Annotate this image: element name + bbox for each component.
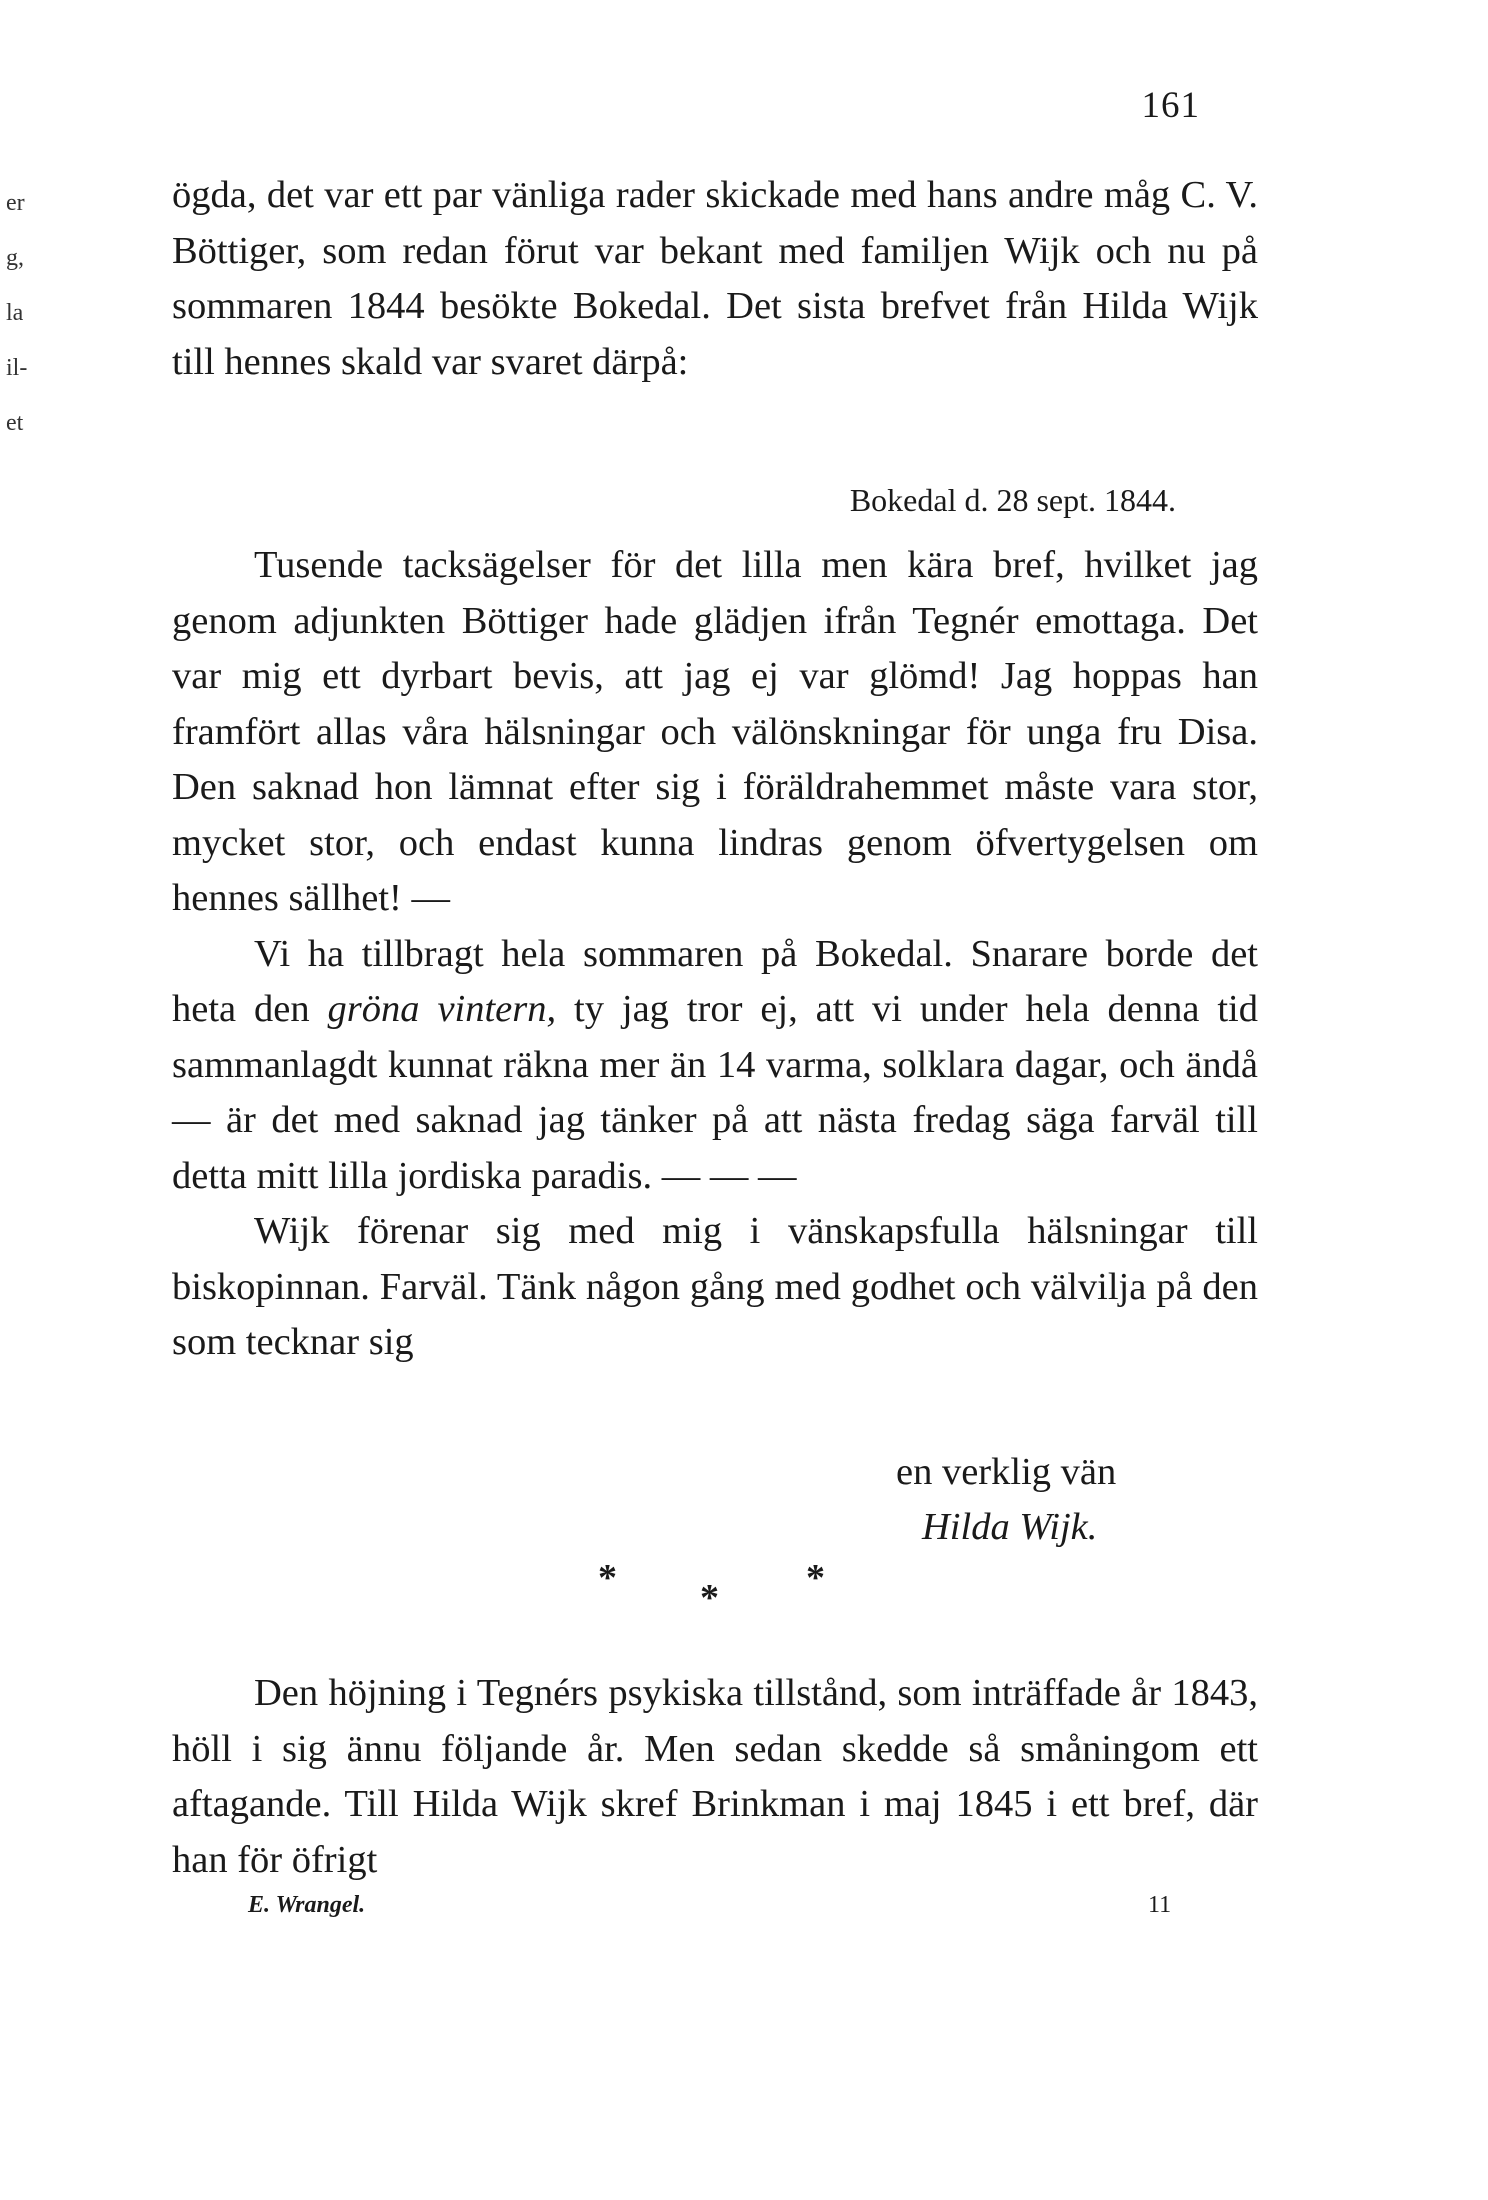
- letter-paragraph-2: [172, 927, 1258, 1205]
- margin-fragments: [6, 176, 27, 451]
- paragraph-text: ty jag tror ej, att vi under hela denna tid sammanlagdt kunnat räkna mer än 14 varma, solklara dagar, och ändå — är det med saknad jag tänker på att nästa fredag säga farväl till detta mitt lilla jordiska paradis. — — —: [172, 988, 1258, 1197]
- footer-author: E. Wrangel.: [248, 1892, 366, 1918]
- letter-signature: Hilda Wijk.: [922, 1506, 1098, 1548]
- margin-fragment: la: [6, 300, 24, 326]
- letter-closing: en verklig vän: [896, 1451, 1117, 1493]
- letter-paragraph-1: Tusende tacksägelser för det lilla men kära bref, hvilket jag genom adjunkten Böttiger hade glädjen ifrån Tegnér emottaga. Det var mig ett dyrbart bevis, att jag ej var glömd! Jag hoppas han framfört allas våra hälsningar och välönskningar för unga fru Disa. Den saknad hon lämnat efter sig i föräldrahemmet måste vara stor, mycket stor, och endast kunna lindras genom öfvertygelsen om hennes sällhet! —: [172, 544, 1258, 919]
- margin-fragment: et: [6, 410, 24, 436]
- section-separator-asterisk: *: [598, 1557, 617, 1599]
- page-number: 161: [1141, 85, 1200, 126]
- opening-paragraph: [172, 168, 1258, 390]
- italic-phrase: gröna vintern,: [327, 988, 557, 1030]
- footer-signature-mark: 11: [1148, 1892, 1172, 1918]
- margin-fragment: il-: [6, 355, 28, 381]
- section-separator-asterisk: *: [806, 1557, 825, 1599]
- closing-paragraph: [172, 1666, 1258, 1888]
- letter-dateline: Bokedal d. 28 sept. 1844.: [849, 482, 1176, 518]
- paragraph-text: Den höjning i Tegnérs psykiska tillstånd, som inträffade år 1843, höll i sig ännu följande år. Men sedan skedde så småningom ett aftagande. Till Hilda Wijk skref Brinkman i maj 1845 i ett bref, där han för öfrigt: [172, 1672, 1258, 1881]
- paragraph-text: ögda, det var ett par vänliga rader skickade med hans andre måg C. V. Böttiger, som redan förut var bekant med familjen Wijk och nu på sommaren 1844 besökte Bokedal. Det sista brefvet från Hilda Wijk till hennes skald var svaret därpå:: [172, 174, 1258, 383]
- letter-body: [172, 538, 1258, 1371]
- margin-fragment: g,: [6, 245, 24, 271]
- paragraph-text: Vi ha tillbragt hela sommaren på Bokedal. Snarare borde det heta den: [172, 932, 1258, 1030]
- letter-paragraph-3: Wijk förenar sig med mig i vänskapsfulla hälsningar till biskopinnan. Farväl. Tänk någon gång med godhet och välvilja på den som tecknar sig: [172, 1210, 1258, 1363]
- margin-fragment: er: [6, 190, 25, 216]
- section-separator-asterisk: *: [700, 1577, 719, 1619]
